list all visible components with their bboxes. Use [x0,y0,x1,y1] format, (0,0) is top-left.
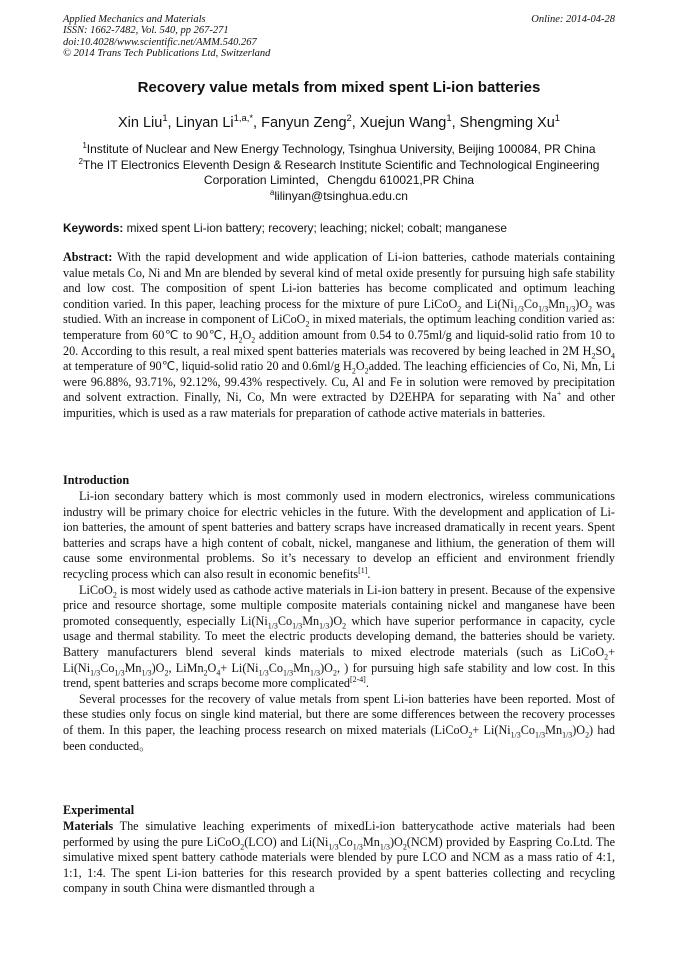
journal-header [63,14,615,60]
affiliation-1: $^1$Institute of Nuclear and New Energy Technology, Tsinghua University, Beijing 100084, PR China [82,141,596,156]
paragraph: Several processes for the recovery of value metals from spent Li-ion batteries have been reported. Most of these studies only focus on single kind material, but there are some differences between the recovery processes of them. In this paper, the leaching process research on mixed materials (LiCoO$_2$+ $Li(Ni_{1/3}Co_{1/3}Mn_{1/3})O_2$) had been conducted。 [63,691,616,753]
keywords [63,221,615,235]
author-name: Linyan Li [175,115,234,131]
author-list: Xin Liu$^1$, Linyan $Li^{1,a,*}$, Fanyun Zeng$^2$, Xuejun Wang$^1$, Shengming Xu$^1$ [117,112,561,131]
paragraph: Materials The simulative leaching experiments of mixedLi-ion batterycathode active materials had been performed by using the pure LiCoO$_2$(LCO) and $Li(Ni_{1/3}Co_{1/3}Mn_{1/3})O_2(NCM)$ provided by Easpring Co.Ltd. The simulative mixed spent battery cathode materials were blended by pure LCO and NCM as a mass ratio of 4:1, 1:1, 1:4. The spent Li-ion batteries for this research provided by a spent batteries collecting and recycling company in south China were dismantled through a [63,819,615,896]
author-name: Xuejun Wang [359,115,447,131]
experimental-heading: Experimental [63,803,135,817]
copyright-line: © 2014 Trans Tech Publications Ltd, Switzerland [63,48,271,60]
author-email[interactable]: $^a$lilinyan@tsinghua.edu.cn [270,187,408,203]
abstract: Abstract: With the rapid development and wide application of Li-ion batteries, cathode materials containing value metals Co, Ni and Mn are blended by several kind of metal oxide presently for pursuing high safe stability and low cost. The composition of spent Li-ion batteries has become complicated and optimum leaching condition varied. In this paper, leaching process for the mixture of pure LiCoO$_2$ and $Li(Ni_{1/3}Co_{1/3}Mn_{1/3})O_2$ was studied. With an increase in component of LiCoO$_2$ in mixed materials, the optimum leaching condition varied as: temperature from 60℃ to 90℃, $H_2O_2$ addition amount from 0.54 to 0.75ml/g and liquid-solid ratio from 10 to 20. According to this result, a real mixed spent batteries materials was recovered by being leached in 2M $H_2SO_4$ at temperature of 90℃, liquid-solid ratio 20 and 0.6ml/g $H_2O_2added$. The leaching efficiencies of Co, Ni, Mn, Li were 96.88%, 93.71%, 92.12%, 99.43% respectively. Cu, Al and Fe in solution were removed by precipitation and solvent extraction. Finally, Ni, Co, Mn were extracted by D2EHPA for separating with Na+ and other impurities, which is used as a raw materials for preparation of cathode active materials in batteries. [63,250,616,420]
author-name: Shengming Xu [459,115,555,131]
affiliation-2: $^2$The IT Electronics Eleventh Design & Research Institute Scientific and Technological Engineering Corporation Liminted，Chengdu 610021,PR China [78,156,600,188]
author-name: Fanyun Zeng [261,115,347,131]
paper-title: Recovery value metals from mixed spent Li-ion batteries [137,79,541,96]
introduction-section [63,489,615,754]
doi-line: doi:10.4028/www.scientific.net/AMM.540.267 [63,36,257,48]
keywords-text: mixed spent Li-ion battery; recovery; leaching; nickel; cobalt; manganese [126,221,507,235]
experimental-section [63,819,615,897]
citation[interactable]: [2-4] [349,675,366,685]
paragraph: LiCoO$_2$ is most widely used as cathode active materials in Li-ion battery in present. Because of the expensive price and resource shortage, some multiple composite materials containing nickel and manganese have been promoted consequently, especially $Li(Ni_{1/3}Co_{1/3}Mn_{1/3})O_2$ which have superior performance in capacity, cycle usage and thermal stability. To meet the electric products developing demand, the batteries should be variety. Battery manufacturers blend several kinds materials to mixed electrode materials (such as LiCoO$_2$+ $Li(Ni_{1/3}Co_{1/3}Mn_{1/3})O_2$, $LiMn_2O_4+ Li(Ni_{1/3}Co_{1/3}Mn_{1/3})O_2$, ) for pursuing high safe stability and low cost. In this trend, spent batteries and scraps become more complicated[2-4]. [63,582,616,691]
citation[interactable]: [1] [358,565,368,575]
introduction-heading: Introduction [63,473,130,487]
issn-line: ISSN: 1662-7482, Vol. 540, pp 267-271 [63,25,229,37]
keywords-label: Keywords: [63,221,124,235]
materials-subheading: Materials [63,819,114,833]
online-date: Online: 2014-04-28 [531,14,615,25]
corresponding-author-mark: * [249,112,254,124]
author-name: Xin Liu [117,115,163,131]
affiliations [63,142,615,204]
abstract-label: Abstract: [63,250,113,264]
paragraph: Li-ion secondary battery which is most commonly used in modern electronics, wireless communications industry will be primary choice for electric vehicles in the future. With the development and application of Li-ion batteries, the amount of spent batteries and battery scraps have increased dramatically in recent years. Spent batteries and scraps have a high content of cobalt, nickel, manganese and lithium, the generation of them will cause some environmental problems. So it’s necessary to develop an efficient and environment friendly recycling process which can also result in economic benefits[1]. [63,489,615,581]
journal-name: Applied Mechanics and Materials [63,14,206,25]
